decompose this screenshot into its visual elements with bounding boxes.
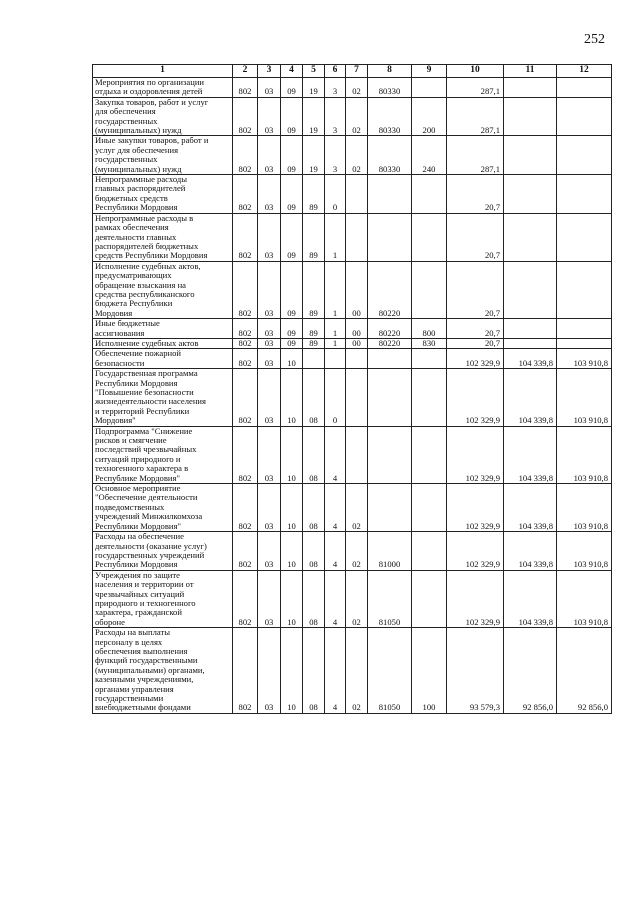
- row-description: Иные закупки товаров, работ и услуг для обеспечения государственных (муниципальных) нужд: [93, 136, 233, 175]
- code-cell: 08: [303, 628, 325, 714]
- amount-cell: [504, 319, 557, 339]
- code-cell: 09: [281, 97, 303, 136]
- code-cell: 09: [281, 136, 303, 175]
- table-row: [93, 628, 612, 714]
- code-cell: 200: [412, 97, 447, 136]
- code-cell: 3: [325, 136, 346, 175]
- code-cell: 09: [281, 78, 303, 98]
- row-description: Исполнение судебных актов: [93, 338, 233, 348]
- code-cell: 00: [346, 338, 368, 348]
- column-header: 1: [93, 65, 233, 78]
- amount-cell: [557, 213, 612, 261]
- code-cell: 802: [233, 261, 258, 318]
- code-cell: 10: [281, 349, 303, 369]
- code-cell: 03: [258, 78, 281, 98]
- row-description: Государственная программа Республики Мордовия "Повышение безопасности жизнедеятельности населения и территорий Республики Мордовия": [93, 369, 233, 426]
- code-cell: 09: [281, 338, 303, 348]
- row-description: Подпрограмма "Снижение рисков и смягчение последствий чрезвычайных ситуаций природного и техногенного характера в Республике Мордовия": [93, 426, 233, 483]
- amount-cell: 92 856,0: [557, 628, 612, 714]
- code-cell: 02: [346, 78, 368, 98]
- code-cell: [412, 213, 447, 261]
- code-cell: 81000: [368, 532, 412, 571]
- code-cell: 802: [233, 78, 258, 98]
- code-cell: 802: [233, 319, 258, 339]
- amount-cell: 20,7: [447, 319, 504, 339]
- table-row: [93, 136, 612, 175]
- code-cell: 240: [412, 136, 447, 175]
- column-header: 8: [368, 65, 412, 78]
- code-cell: 80220: [368, 338, 412, 348]
- code-cell: 03: [258, 97, 281, 136]
- code-cell: 80330: [368, 97, 412, 136]
- table-row: [93, 338, 612, 348]
- column-header: 7: [346, 65, 368, 78]
- amount-cell: 287,1: [447, 97, 504, 136]
- amount-cell: 103 910,8: [557, 426, 612, 483]
- amount-cell: 20,7: [447, 175, 504, 214]
- code-cell: 4: [325, 570, 346, 627]
- code-cell: [412, 532, 447, 571]
- code-cell: 03: [258, 213, 281, 261]
- row-description: Закупка товаров, работ и услуг для обеспечения государственных (муниципальных) нужд: [93, 97, 233, 136]
- code-cell: 80220: [368, 261, 412, 318]
- code-cell: [412, 349, 447, 369]
- code-cell: 3: [325, 97, 346, 136]
- row-description: Непрограммные расходы в рамках обеспечения деятельности главных распорядителей бюджетных средств Республики Мордовия: [93, 213, 233, 261]
- table-row: [93, 97, 612, 136]
- amount-cell: [557, 175, 612, 214]
- code-cell: 03: [258, 349, 281, 369]
- code-cell: 4: [325, 426, 346, 483]
- code-cell: 10: [281, 426, 303, 483]
- code-cell: 10: [281, 532, 303, 571]
- amount-cell: 287,1: [447, 136, 504, 175]
- code-cell: 802: [233, 349, 258, 369]
- code-cell: 1: [325, 338, 346, 348]
- code-cell: 08: [303, 570, 325, 627]
- code-cell: 0: [325, 369, 346, 426]
- amount-cell: [504, 136, 557, 175]
- code-cell: 03: [258, 532, 281, 571]
- code-cell: 00: [346, 319, 368, 339]
- table-row: [93, 426, 612, 483]
- amount-cell: [557, 319, 612, 339]
- code-cell: [412, 78, 447, 98]
- code-cell: 03: [258, 136, 281, 175]
- code-cell: 09: [281, 319, 303, 339]
- code-cell: 00: [346, 261, 368, 318]
- table-body: [93, 65, 612, 714]
- code-cell: 03: [258, 369, 281, 426]
- table-row: [93, 532, 612, 571]
- code-cell: 08: [303, 369, 325, 426]
- amount-cell: [504, 338, 557, 348]
- code-cell: [303, 349, 325, 369]
- code-cell: 03: [258, 426, 281, 483]
- row-description: Расходы на выплаты персоналу в целях обеспечения выполнения функций государственными (муниципальными) органами, казенными учреждениями, органами управления государственными внебюджетными фондами: [93, 628, 233, 714]
- code-cell: 802: [233, 97, 258, 136]
- code-cell: 81050: [368, 628, 412, 714]
- column-header: 9: [412, 65, 447, 78]
- column-header: 5: [303, 65, 325, 78]
- code-cell: 89: [303, 261, 325, 318]
- amount-cell: [504, 97, 557, 136]
- amount-cell: 102 329,9: [447, 532, 504, 571]
- row-description: Исполнение судебных актов, предусматривающих обращение взыскания на средства республиканского бюджета Республики Мордовия: [93, 261, 233, 318]
- column-header: 3: [258, 65, 281, 78]
- table-row: [93, 213, 612, 261]
- code-cell: 08: [303, 532, 325, 571]
- table-row: [93, 349, 612, 369]
- amount-cell: [504, 213, 557, 261]
- amount-cell: 103 910,8: [557, 570, 612, 627]
- code-cell: [412, 261, 447, 318]
- amount-cell: 102 329,9: [447, 570, 504, 627]
- code-cell: 3: [325, 78, 346, 98]
- code-cell: 10: [281, 369, 303, 426]
- code-cell: [412, 175, 447, 214]
- amount-cell: 102 329,9: [447, 484, 504, 532]
- amount-cell: 104 339,8: [504, 349, 557, 369]
- amount-cell: [504, 175, 557, 214]
- amount-cell: [557, 97, 612, 136]
- code-cell: [346, 369, 368, 426]
- code-cell: [368, 175, 412, 214]
- column-header: 10: [447, 65, 504, 78]
- code-cell: 4: [325, 628, 346, 714]
- code-cell: [346, 175, 368, 214]
- amount-cell: 102 329,9: [447, 426, 504, 483]
- code-cell: [368, 369, 412, 426]
- code-cell: 02: [346, 628, 368, 714]
- column-header: 4: [281, 65, 303, 78]
- code-cell: 03: [258, 261, 281, 318]
- row-description: Непрограммные расходы главных распорядителей бюджетных средств Республики Мордовия: [93, 175, 233, 214]
- table-header-row: [93, 65, 612, 78]
- row-description: Мероприятия по организации отдыха и оздоровления детей: [93, 78, 233, 98]
- amount-cell: 102 329,9: [447, 349, 504, 369]
- amount-cell: 93 579,3: [447, 628, 504, 714]
- code-cell: [412, 570, 447, 627]
- amount-cell: 104 339,8: [504, 484, 557, 532]
- code-cell: 89: [303, 338, 325, 348]
- code-cell: 800: [412, 319, 447, 339]
- amount-cell: 287,1: [447, 78, 504, 98]
- column-header: 11: [504, 65, 557, 78]
- code-cell: 802: [233, 426, 258, 483]
- column-header: 6: [325, 65, 346, 78]
- code-cell: [412, 484, 447, 532]
- code-cell: 02: [346, 136, 368, 175]
- code-cell: 830: [412, 338, 447, 348]
- amount-cell: 103 910,8: [557, 349, 612, 369]
- budget-table: [92, 64, 612, 714]
- code-cell: 80220: [368, 319, 412, 339]
- amount-cell: [504, 261, 557, 318]
- amount-cell: 103 910,8: [557, 484, 612, 532]
- code-cell: 802: [233, 628, 258, 714]
- code-cell: 802: [233, 338, 258, 348]
- code-cell: 89: [303, 213, 325, 261]
- code-cell: 802: [233, 369, 258, 426]
- amount-cell: [557, 338, 612, 348]
- code-cell: 80330: [368, 78, 412, 98]
- code-cell: 0: [325, 175, 346, 214]
- code-cell: [368, 349, 412, 369]
- code-cell: 802: [233, 136, 258, 175]
- table-row: [93, 484, 612, 532]
- amount-cell: 92 856,0: [504, 628, 557, 714]
- amount-cell: 104 339,8: [504, 532, 557, 571]
- amount-cell: 20,7: [447, 338, 504, 348]
- code-cell: 81050: [368, 570, 412, 627]
- row-description: Обеспечение пожарной безопасности: [93, 349, 233, 369]
- code-cell: [346, 426, 368, 483]
- code-cell: 03: [258, 628, 281, 714]
- table-row: [93, 261, 612, 318]
- code-cell: 08: [303, 484, 325, 532]
- code-cell: 802: [233, 532, 258, 571]
- code-cell: 08: [303, 426, 325, 483]
- code-cell: [325, 349, 346, 369]
- amount-cell: [557, 136, 612, 175]
- code-cell: 100: [412, 628, 447, 714]
- code-cell: 802: [233, 484, 258, 532]
- code-cell: 1: [325, 261, 346, 318]
- code-cell: 02: [346, 484, 368, 532]
- column-header: 12: [557, 65, 612, 78]
- amount-cell: 102 329,9: [447, 369, 504, 426]
- code-cell: [346, 213, 368, 261]
- code-cell: 89: [303, 175, 325, 214]
- code-cell: 10: [281, 628, 303, 714]
- amount-cell: 104 339,8: [504, 369, 557, 426]
- code-cell: 802: [233, 175, 258, 214]
- amount-cell: 103 910,8: [557, 369, 612, 426]
- table-row: [93, 78, 612, 98]
- table-row: [93, 369, 612, 426]
- code-cell: [412, 369, 447, 426]
- code-cell: 1: [325, 319, 346, 339]
- amount-cell: [504, 78, 557, 98]
- code-cell: [368, 213, 412, 261]
- code-cell: 1: [325, 213, 346, 261]
- code-cell: 03: [258, 484, 281, 532]
- code-cell: 02: [346, 97, 368, 136]
- code-cell: 802: [233, 570, 258, 627]
- amount-cell: 104 339,8: [504, 570, 557, 627]
- code-cell: 4: [325, 532, 346, 571]
- row-description: Расходы на обеспечение деятельности (оказание услуг) государственных учреждений Республики Мордовия: [93, 532, 233, 571]
- code-cell: 19: [303, 136, 325, 175]
- code-cell: 4: [325, 484, 346, 532]
- table-row: [93, 319, 612, 339]
- code-cell: 09: [281, 175, 303, 214]
- code-cell: 02: [346, 532, 368, 571]
- column-header: 2: [233, 65, 258, 78]
- amount-cell: 104 339,8: [504, 426, 557, 483]
- code-cell: [368, 484, 412, 532]
- code-cell: 19: [303, 78, 325, 98]
- code-cell: 89: [303, 319, 325, 339]
- code-cell: [368, 426, 412, 483]
- table-row: [93, 570, 612, 627]
- code-cell: 19: [303, 97, 325, 136]
- code-cell: [412, 426, 447, 483]
- code-cell: 802: [233, 213, 258, 261]
- table-row: [93, 175, 612, 214]
- code-cell: 10: [281, 570, 303, 627]
- code-cell: [346, 349, 368, 369]
- row-description: Основное мероприятие "Обеспечение деятельности подведомственных учреждений Минжилкомхоза Республики Мордовия": [93, 484, 233, 532]
- code-cell: 02: [346, 570, 368, 627]
- code-cell: 80330: [368, 136, 412, 175]
- amount-cell: 20,7: [447, 261, 504, 318]
- row-description: Учреждения по защите населения и территории от чрезвычайных ситуаций природного и техногенного характера, гражданской обороне: [93, 570, 233, 627]
- code-cell: 09: [281, 213, 303, 261]
- amount-cell: [557, 261, 612, 318]
- code-cell: 03: [258, 175, 281, 214]
- page-number: 252: [584, 32, 605, 47]
- code-cell: 10: [281, 484, 303, 532]
- amount-cell: 103 910,8: [557, 532, 612, 571]
- amount-cell: 20,7: [447, 213, 504, 261]
- amount-cell: [557, 78, 612, 98]
- code-cell: 03: [258, 570, 281, 627]
- row-description: Иные бюджетные ассигнования: [93, 319, 233, 339]
- code-cell: 03: [258, 319, 281, 339]
- code-cell: 09: [281, 261, 303, 318]
- code-cell: 03: [258, 338, 281, 348]
